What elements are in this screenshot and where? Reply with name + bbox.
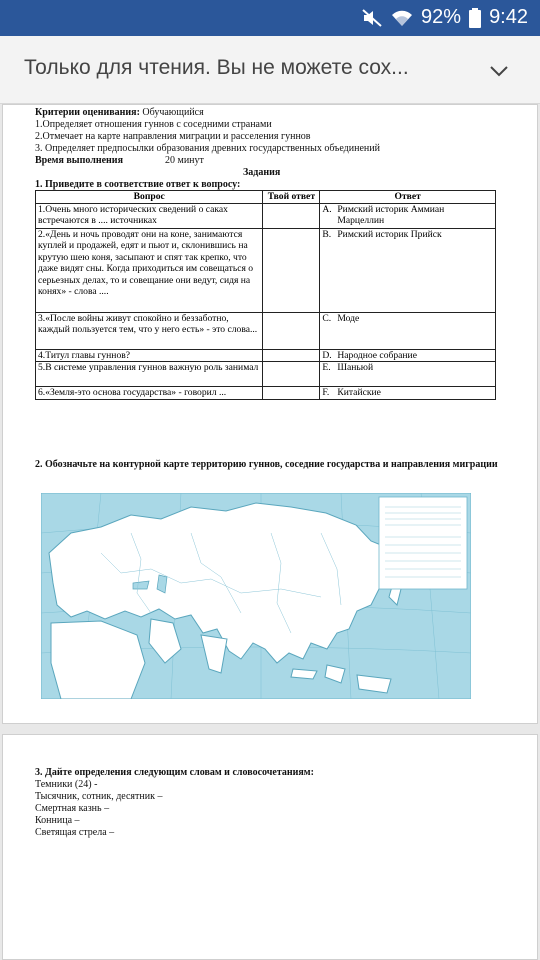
question-cell: 4.Титул главы гуннов? [36,349,263,362]
table-row [36,387,496,400]
question-cell: 2.«День и ночь проводят они на коне, занимаются куплей и продажей, едят и пьют и, склонившись на крутую шею коня, засыпают и спят так крепко, что даже видят сны. Когда приходиться им совещаться о серьезных делах, то и совещание они ведут, сидя на конях» - слова .... [36,228,263,312]
your-answer-cell [263,387,320,400]
table-row [36,203,496,228]
time-value: 20 минут [165,155,204,166]
table-row [36,228,496,312]
battery-icon [469,8,481,28]
your-answer-cell [263,349,320,362]
question-cell: 3.«После войны живут спокойно и беззаботно, каждый пользуется тем, что у него есть» - это слова... [36,312,263,349]
answer-cell: F. Китайские [320,387,496,400]
criteria-heading: Критерии оценивания: Обучающийся [35,107,204,118]
document-page-1 [2,104,538,724]
chevron-down-icon[interactable] [488,60,510,82]
table-row [36,362,496,387]
question-cell: 1.Очень много исторических сведений о саках встречаются в .... источниках [36,203,263,228]
tasks-title: Задания [243,167,281,178]
criteria-item: 3. Определяет предпосылки образования древних государственных объединений [35,143,380,154]
your-answer-cell [263,312,320,349]
status-bar [0,0,540,36]
clock: 9:42 [489,6,528,28]
your-answer-cell [263,228,320,312]
term-line: Тысячник, сотник, десятник – [35,791,163,802]
column-header: Вопрос [36,191,263,204]
answer-cell: C. Моде [320,312,496,349]
read-only-message: Только для чтения. Вы не можете сох... [24,56,409,79]
task3-heading: 3. Дайте определения следующим словам и словосочетаниям: [35,767,314,778]
term-line: Смертная казнь – [35,803,110,814]
question-cell: 5.В системе управления гуннов важную роль занимал [36,362,263,387]
read-only-banner[interactable] [0,36,540,104]
criteria-item: 2.Отмечает на карте направления миграции и расселения гуннов [35,131,311,142]
your-answer-cell [263,362,320,387]
table-row [36,312,496,349]
term-line: Темники (24) - [35,779,98,790]
answer-cell: B. Римский историк Прийск [320,228,496,312]
status-icons [361,6,528,29]
criteria-item: 1.Определяет отношения гуннов с соседними странами [35,119,272,130]
document-page-2 [2,734,538,960]
table-row [36,349,496,362]
time-label: Время выполнения [35,155,123,166]
answer-cell: E. Шаньюй [320,362,496,387]
task2-heading: 2. Обозначьте на контурной карте территорию гуннов, соседние государства и направления миграции [35,459,498,470]
question-cell: 6.«Земля-это основа государства» - говорил ... [36,387,263,400]
table-header-row [36,191,496,204]
your-answer-cell [263,203,320,228]
term-line: Светящая стрела – [35,827,115,838]
wifi-icon [391,8,413,28]
column-header: Ответ [320,191,496,204]
matching-table [35,190,496,400]
term-line: Конница – [35,815,80,826]
column-header: Твой ответ [263,191,320,204]
contour-map [41,493,471,699]
answer-cell: A. Римский историк Аммиан Марцеллин [320,203,496,228]
answer-cell: D. Народное собрание [320,349,496,362]
task1-heading: 1. Приведите в соответствие ответ к вопросу: [35,179,241,190]
mute-icon [361,8,383,28]
battery-percent: 92% [421,6,462,28]
